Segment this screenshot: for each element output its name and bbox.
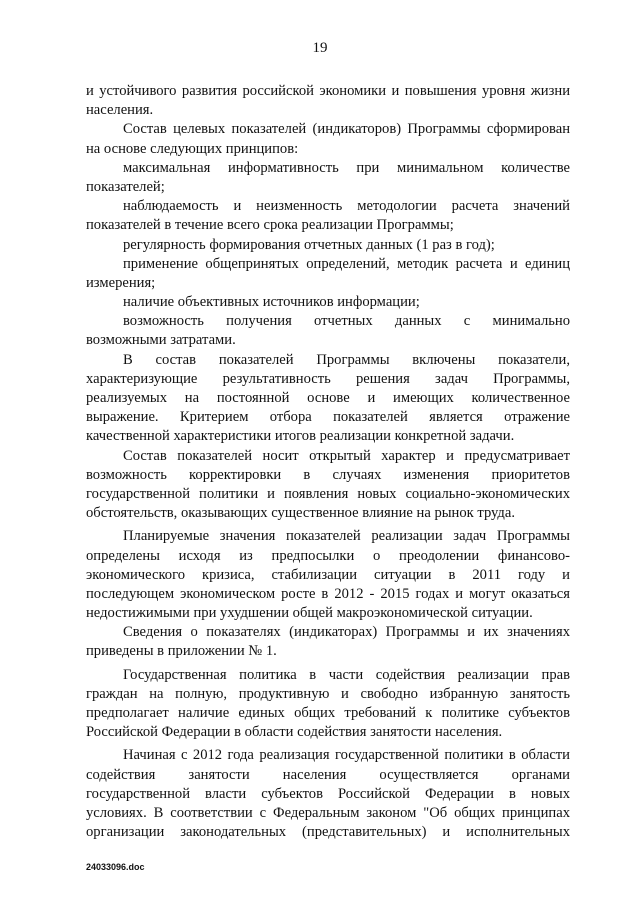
text-line: и устойчивого развития российской экономики и повышения уровня жизни <box>86 83 570 99</box>
text-line: Государственная политика в части содействия реализации прав <box>123 666 570 683</box>
text-line: максимальная информативность при минимальном количестве <box>123 159 570 176</box>
text-line: последующем экономическом росте в 2012 - 2015 годах и могут оказаться <box>86 585 570 602</box>
text-line: условиях. В соответствии с Федеральным законом "Об общих принципах <box>86 804 570 821</box>
text-line: Планируемые значения показателей реализации задач Программы <box>123 528 570 545</box>
text-line: приведены в приложении № 1. <box>86 643 277 660</box>
text-line: возможными затратами. <box>86 332 236 349</box>
text-line: содействия занятости населения осуществляется органами <box>86 766 570 783</box>
text-line: В состав показателей Программы включены показатели, <box>123 351 570 368</box>
text-line: качественной характеристики итогов реализации конкретной задачи. <box>86 428 515 445</box>
text-line: возможность получения отчетных данных с минимально <box>123 313 570 330</box>
text-line: обстоятельств, оказывающих существенное влияние на рынок труда. <box>86 505 515 522</box>
text-line: характеризующие результативность решения задач Программы, <box>86 370 570 387</box>
text-line: недостижимыми при ухудшении общей макроэкономической ситуации. <box>86 605 533 622</box>
text-line: государственной власти субъектов Российской Федерации в новых <box>86 785 570 802</box>
text-line: наблюдаемость и неизменность методологии расчета значений <box>123 198 570 215</box>
text-line: граждан на полную, продуктивную и свободно избранную занятость <box>86 685 570 702</box>
text-line: Начиная с 2012 года реализация государственной политики в области <box>123 747 570 764</box>
footer-file-code: 24033096.doc <box>86 862 145 872</box>
text-line: Состав показателей носит открытый характер и предусматривает <box>123 447 570 464</box>
text-line: реализуемых на постоянной основе и имеющих количественное <box>86 390 570 406</box>
text-line: Российской Федерации в области содействия занятости населения. <box>86 724 503 741</box>
text-line: выражение. Критерием отбора показателей является отражение <box>86 409 570 426</box>
text-line: предполагает наличие единых общих требований к политике субъектов <box>86 705 570 721</box>
body-text <box>86 82 570 842</box>
text-line: на основе следующих принципов: <box>86 140 299 157</box>
text-line: определены исходя из предпосылки о преодолении финансово- <box>86 547 570 564</box>
page-number: 19 <box>312 40 328 56</box>
text-line: наличие объективных источников информации; <box>123 294 420 311</box>
text-line: экономического кризиса, стабилизации ситуации в 2011 году и <box>86 566 570 583</box>
text-line: показателей; <box>86 178 165 195</box>
text-line: применение общепринятых определений, методик расчета и единиц <box>123 255 570 272</box>
text-line: населения. <box>86 102 154 119</box>
text-line: показателей в течение всего срока реализации Программы; <box>86 217 454 234</box>
text-line: измерения; <box>86 274 156 291</box>
text-line: регулярность формирования отчетных данных (1 раз в год); <box>123 236 495 253</box>
text-line: организации законодательных (представительных) и исполнительных <box>86 824 570 841</box>
text-line: Состав целевых показателей (индикаторов) Программы сформирован <box>123 121 570 138</box>
text-line: государственной политики и появления новых социально-экономических <box>86 485 570 502</box>
text-line: возможность корректировки в случаях изменения приоритетов <box>86 466 570 483</box>
text-line: Сведения о показателях (индикаторах) Программы и их значениях <box>123 624 570 641</box>
